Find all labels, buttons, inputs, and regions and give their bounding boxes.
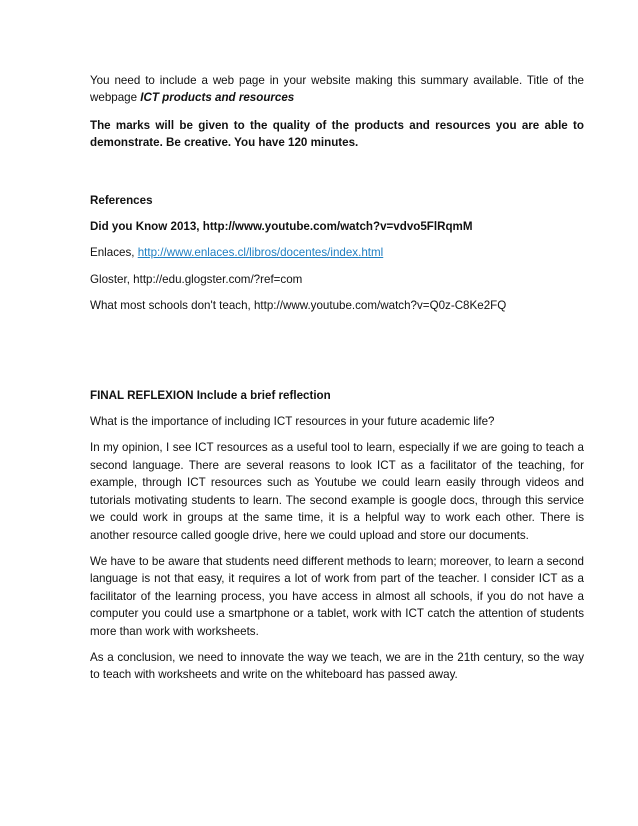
reflection-paragraph-3: As a conclusion, we need to innovate the way we teach, we are in the 21th century, so the way to teach with worksheets and write on the whiteboard has passed away. [90,650,584,682]
enlaces-link[interactable]: http://www.enlaces.cl/libros/docentes/index.html [137,246,384,260]
reference-item-did-you-know: Did you Know 2013, http://www.youtube.com/watch?v=vdvo5FlRqmM [90,220,473,234]
intro-paragraph [90,72,584,107]
reference-label-enlaces: Enlaces, [90,246,138,260]
reflection-question: What is the importance of including ICT resources in your future academic life? [90,415,495,429]
reflection-paragraph-2: We have to be aware that students need different methods to learn; moreover, to learn a second language is not that easy, it requires a lot of work from part of the teacher. I consider ICT as a facilitator of the learning process, you have access in almost all schools, if you do not have a computer you could use a smartphone or a tablet, work with ICT catch the attention of students more than work with worksheets. [90,554,584,638]
reference-item-gloster: Gloster, http://edu.glogster.com/?ref=com [90,272,303,286]
reflection-paragraph-1: In my opinion, I see ICT resources as a useful tool to learn, especially if we are going to teach a second language. There are several reasons to look ICT as a facilitator of the teaching, for example, through ICT resources such as Youtube we could learn easily through videos and tutorials motivating students to learn. The second example is google docs, through this service we could work in groups at the same time, it is a helpful way to work each other. There is another resource called google drive, here we could upload and store our documents. [90,441,584,542]
reference-item-enlaces [90,244,584,261]
intro-text: You need to include a web page in your website making this summary available. Title of the webpage [90,74,584,105]
marks-paragraph: The marks will be given to the quality of the products and resources you are able to demonstrate. Be creative. You have 120 minutes. [90,118,584,150]
webpage-title: ICT products and resources [140,91,295,105]
references-heading: References [90,193,153,207]
reference-item-schools: What most schools don't teach, http://www.youtube.com/watch?v=Q0z-C8Ke2FQ [90,299,507,313]
final-reflexion-heading: FINAL REFLEXION Include a brief reflection [90,388,331,402]
